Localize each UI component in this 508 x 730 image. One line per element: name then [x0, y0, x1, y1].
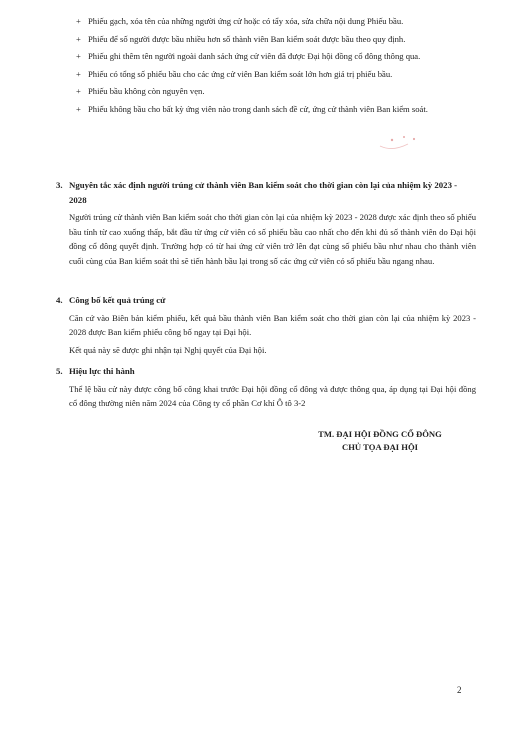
section-paragraph: Kết quả này sẽ được ghi nhận tại Nghị quyết của Đại hội. — [69, 344, 267, 355]
list-item-text: Phiếu gạch, xóa tên của những người ứng cử hoặc có tẩy xóa, sửa chữa nội dung Phiếu bầu. — [88, 16, 404, 26]
section-title: Công bố kết quả trúng cử — [69, 295, 166, 305]
section-paragraph: Thể lệ bầu cử này được công bố công khai trước Đại hội đồng cổ đông và được thông qua, áp dụng tại Đại hội đồng cổ đông thường niên năm 2024 của Công ty cổ phần Cơ khí Ô tô 3-2 — [69, 383, 476, 408]
section-3 — [56, 178, 476, 268]
list-item — [76, 84, 476, 99]
list-item-text: Phiếu bầu không còn nguyên vẹn. — [88, 86, 205, 96]
list-item-text: Phiếu không bầu cho bất kỳ ứng viên nào trong danh sách đề cử, ứng cử thành viên Ban kiểm soát. — [88, 103, 428, 114]
list-item — [76, 67, 476, 82]
section-number: 4. — [56, 295, 63, 305]
list-item — [76, 14, 476, 29]
list-item — [76, 102, 476, 117]
faint-seal-mark — [362, 130, 422, 154]
section-heading — [56, 293, 476, 308]
list-item-text: Phiếu có tổng số phiếu bầu cho các ứng cử viên Ban kiểm soát lớn hơn giá trị phiếu bầu. — [88, 68, 393, 79]
section-paragraph: Người trúng cử thành viên Ban kiểm soát cho thời gian còn lại của nhiệm kỳ 2023 - 2028 được xác định theo số phiếu bầu tính từ cao xuống thấp, bắt đầu từ ứng cử viên có số phiếu bầu cao nhất cho đến khi đủ số thành viên do Đại hội đồng cổ đông quyết định. Trường hợp có từ hai ứng cử viên trở lên đạt cùng số phiếu bầu như nhau cho thành viên cuối cùng của Ban kiểm soát thì sẽ tiến hành bầu lại trong số các ứng cử viên có số phiếu bầu ngang nhau. — [69, 212, 476, 266]
invalid-ballot-list — [76, 14, 476, 119]
list-item-text: Phiếu ghi thêm tên người ngoài danh sách ứng cử viên đã được Đại hội đồng cổ đông thông qua. — [88, 51, 421, 61]
list-item — [76, 32, 476, 47]
section-title: Hiệu lực thi hành — [69, 366, 135, 376]
bullet-mark: + — [76, 16, 81, 26]
section-number: 3. — [56, 180, 63, 190]
signature-title: TM. ĐẠI HỘI ĐỒNG CỔ ĐÔNG — [318, 429, 442, 439]
section-paragraph: Căn cứ vào Biên bản kiểm phiếu, kết quả bầu thành viên Ban kiểm soát cho thời gian còn lại của nhiệm kỳ 2023 - 2028 được Ban kiểm phiếu công bố ngay tại Đại hội. — [69, 312, 476, 337]
page-number: 2 — [457, 685, 462, 695]
section-heading — [56, 178, 476, 207]
section-5 — [56, 364, 476, 411]
section-4 — [56, 293, 476, 357]
list-item-text: Phiếu để số người được bầu nhiều hơn số thành viên Ban kiểm soát được bầu theo quy định. — [88, 33, 406, 44]
section-title: Nguyên tắc xác định người trúng cử thành viên Ban kiểm soát cho thời gian còn lại của nhiệm kỳ 2023 - 2028 — [69, 180, 458, 205]
section-number: 5. — [56, 366, 63, 376]
signature-role: CHỦ TỌA ĐẠI HỘI — [341, 442, 418, 452]
list-item — [76, 49, 476, 64]
bullet-mark: + — [76, 103, 81, 114]
signature-block — [290, 428, 470, 454]
bullet-mark: + — [76, 51, 81, 61]
bullet-mark: + — [76, 33, 81, 44]
section-heading — [56, 364, 476, 379]
bullet-mark: + — [76, 86, 81, 96]
bullet-mark: + — [76, 68, 81, 79]
